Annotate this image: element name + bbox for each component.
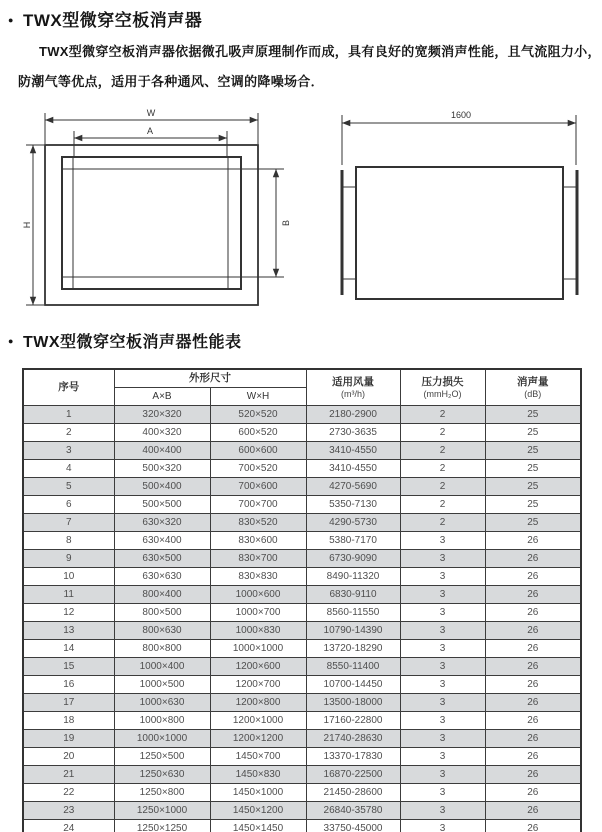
table-cell: 8	[23, 532, 114, 550]
table-cell: 500×500	[114, 496, 210, 514]
table-cell: 14	[23, 640, 114, 658]
table-cell: 630×500	[114, 550, 210, 568]
table-cell: 21	[23, 766, 114, 784]
table-cell: 1000×400	[114, 658, 210, 676]
table-cell: 3	[400, 550, 485, 568]
col-header-noise	[485, 369, 581, 406]
table-row	[23, 514, 581, 532]
table-cell: 12	[23, 604, 114, 622]
col-header-wxh: W×H	[210, 388, 306, 406]
table-row	[23, 496, 581, 514]
table-cell: 3	[400, 748, 485, 766]
table-row	[23, 676, 581, 694]
table-cell: 600×520	[210, 424, 306, 442]
table-row	[23, 532, 581, 550]
table-cell: 1450×700	[210, 748, 306, 766]
table-cell: 2	[400, 460, 485, 478]
table-row	[23, 586, 581, 604]
table-cell: 1	[23, 406, 114, 424]
table-cell: 26	[485, 568, 581, 586]
table-cell: 3	[400, 802, 485, 820]
product-title: TWX型微穿空板消声器	[22, 11, 203, 30]
table-cell: 1250×500	[114, 748, 210, 766]
inner-frame-rect	[62, 157, 241, 289]
table-cell: 3	[400, 568, 485, 586]
table-cell: 2730-3635	[306, 424, 400, 442]
table-cell: 1000×600	[210, 586, 306, 604]
table-cell: 800×500	[114, 604, 210, 622]
table-cell: 10	[23, 568, 114, 586]
bullet-icon: ●	[8, 336, 14, 346]
table-cell: 26	[485, 640, 581, 658]
col-header-dims: 外形尺寸	[114, 369, 306, 388]
table-cell: 2	[400, 406, 485, 424]
table-cell: 17160-22800	[306, 712, 400, 730]
table-cell: 3	[400, 784, 485, 802]
table-cell: 25	[485, 460, 581, 478]
col-header-airflow-label: 适用风量	[332, 375, 374, 388]
table-cell: 3	[400, 622, 485, 640]
table-row	[23, 730, 581, 748]
intro-line-1: TWX型微穿空板消声器依据微孔吸声原理制作而成，具有良好的宽频消声性能，且气流阻力小，	[39, 44, 601, 59]
table-cell: 800×800	[114, 640, 210, 658]
table-cell: 17	[23, 694, 114, 712]
section-title-performance	[0, 329, 602, 352]
table-cell: 16	[23, 676, 114, 694]
performance-title: TWX型微穿空板消声器性能表	[22, 334, 242, 351]
performance-table-body	[23, 406, 581, 832]
table-cell: 2180-2900	[306, 406, 400, 424]
table-cell: 1200×800	[210, 694, 306, 712]
table-cell: 26	[485, 820, 581, 832]
table-cell: 3	[400, 730, 485, 748]
table-cell: 400×400	[114, 442, 210, 460]
table-cell: 5	[23, 478, 114, 496]
dim-label-a: A	[146, 126, 154, 136]
table-cell: 21740-28630	[306, 730, 400, 748]
table-cell: 4	[23, 460, 114, 478]
intro-paragraph	[18, 37, 602, 97]
table-cell: 1200×1200	[210, 730, 306, 748]
table-cell: 25	[485, 496, 581, 514]
table-cell: 20	[23, 748, 114, 766]
table-cell: 4290-5730	[306, 514, 400, 532]
table-cell: 630×400	[114, 532, 210, 550]
col-header-pressure-unit: (mmH₂O)	[423, 388, 462, 399]
table-cell: 19	[23, 730, 114, 748]
table-cell: 26	[485, 694, 581, 712]
table-row	[23, 442, 581, 460]
table-cell: 26	[485, 748, 581, 766]
table-cell: 500×320	[114, 460, 210, 478]
table-cell: 13720-18290	[306, 640, 400, 658]
table-cell: 24	[23, 820, 114, 832]
table-cell: 26	[485, 784, 581, 802]
table-cell: 26	[485, 712, 581, 730]
table-cell: 9	[23, 550, 114, 568]
table-cell: 830×520	[210, 514, 306, 532]
table-row	[23, 478, 581, 496]
table-cell: 25	[485, 478, 581, 496]
table-row	[23, 550, 581, 568]
table-cell: 3410-4550	[306, 442, 400, 460]
table-cell: 25	[485, 442, 581, 460]
table-cell: 26840-35780	[306, 802, 400, 820]
table-cell: 2	[400, 424, 485, 442]
dim-label-h: H	[22, 221, 32, 229]
table-cell: 18	[23, 712, 114, 730]
table-row	[23, 460, 581, 478]
table-cell: 1200×600	[210, 658, 306, 676]
table-cell: 830×600	[210, 532, 306, 550]
table-cell: 800×400	[114, 586, 210, 604]
table-cell: 1250×630	[114, 766, 210, 784]
table-cell: 26	[485, 550, 581, 568]
table-cell: 3	[400, 820, 485, 832]
table-cell: 3	[400, 694, 485, 712]
table-row	[23, 748, 581, 766]
table-cell: 25	[485, 424, 581, 442]
table-cell: 26	[485, 658, 581, 676]
table-cell: 7	[23, 514, 114, 532]
table-row	[23, 784, 581, 802]
section-title-product	[0, 0, 602, 31]
table-cell: 26	[485, 532, 581, 550]
table-cell: 3	[400, 712, 485, 730]
table-row	[23, 766, 581, 784]
silencer-body-rect	[356, 167, 563, 299]
table-cell: 3	[400, 658, 485, 676]
table-cell: 1000×1000	[210, 640, 306, 658]
dim-label-b: B	[281, 219, 291, 227]
table-cell: 26	[485, 586, 581, 604]
table-cell: 630×320	[114, 514, 210, 532]
table-cell: 1250×1250	[114, 820, 210, 832]
col-header-noise-label: 消声量	[517, 375, 549, 388]
table-row	[23, 406, 581, 424]
table-cell: 700×600	[210, 478, 306, 496]
table-cell: 2	[400, 514, 485, 532]
dim-label-length: 1600	[450, 110, 472, 120]
table-cell: 1450×830	[210, 766, 306, 784]
table-cell: 26	[485, 802, 581, 820]
table-cell: 13500-18000	[306, 694, 400, 712]
table-cell: 800×630	[114, 622, 210, 640]
table-cell: 1000×830	[210, 622, 306, 640]
table-cell: 25	[485, 406, 581, 424]
table-cell: 630×630	[114, 568, 210, 586]
col-header-seq: 序号	[23, 369, 114, 406]
table-row	[23, 622, 581, 640]
table-cell: 3	[400, 586, 485, 604]
performance-table-head	[23, 369, 581, 406]
col-header-pressure	[400, 369, 485, 406]
side-view-drawing	[330, 107, 602, 319]
table-cell: 700×700	[210, 496, 306, 514]
col-header-airflow	[306, 369, 400, 406]
bullet-icon: ●	[8, 15, 14, 25]
technical-drawings	[0, 107, 602, 319]
table-cell: 8550-11400	[306, 658, 400, 676]
col-header-axb: A×B	[114, 388, 210, 406]
table-cell: 6	[23, 496, 114, 514]
table-cell: 500×400	[114, 478, 210, 496]
table-cell: 2	[23, 424, 114, 442]
intro-line-2: 防潮气等优点，适用于各种通风、空调的降噪场合．	[18, 74, 324, 89]
dim-label-w: W	[146, 108, 156, 118]
table-cell: 2	[400, 442, 485, 460]
table-row	[23, 640, 581, 658]
table-cell: 6730-9090	[306, 550, 400, 568]
table-cell: 26	[485, 730, 581, 748]
table-cell: 700×520	[210, 460, 306, 478]
table-cell: 1000×500	[114, 676, 210, 694]
col-header-noise-unit: (dB)	[524, 388, 542, 399]
table-cell: 1250×1000	[114, 802, 210, 820]
table-row	[23, 604, 581, 622]
table-cell: 33750-45000	[306, 820, 400, 832]
table-cell: 600×600	[210, 442, 306, 460]
table-cell: 1450×1000	[210, 784, 306, 802]
table-cell: 1450×1450	[210, 820, 306, 832]
table-cell: 4270-5690	[306, 478, 400, 496]
table-cell: 1200×1000	[210, 712, 306, 730]
table-cell: 6830-9110	[306, 586, 400, 604]
table-cell: 16870-22500	[306, 766, 400, 784]
table-row	[23, 658, 581, 676]
front-view-drawing	[20, 107, 310, 319]
table-cell: 25	[485, 514, 581, 532]
performance-table	[22, 368, 582, 832]
table-row	[23, 694, 581, 712]
table-cell: 1000×700	[210, 604, 306, 622]
table-cell: 15	[23, 658, 114, 676]
table-cell: 520×520	[210, 406, 306, 424]
table-cell: 10790-14390	[306, 622, 400, 640]
table-cell: 1450×1200	[210, 802, 306, 820]
table-cell: 13	[23, 622, 114, 640]
table-cell: 3	[400, 532, 485, 550]
table-cell: 1250×800	[114, 784, 210, 802]
table-cell: 2	[400, 496, 485, 514]
table-cell: 3	[400, 604, 485, 622]
table-cell: 26	[485, 676, 581, 694]
table-cell: 21450-28600	[306, 784, 400, 802]
table-cell: 1000×1000	[114, 730, 210, 748]
table-cell: 400×320	[114, 424, 210, 442]
table-row	[23, 424, 581, 442]
table-row	[23, 802, 581, 820]
table-cell: 3	[400, 766, 485, 784]
col-header-pressure-label: 压力损失	[421, 375, 464, 388]
table-cell: 8490-11320	[306, 568, 400, 586]
table-cell: 1000×800	[114, 712, 210, 730]
table-row	[23, 568, 581, 586]
table-cell: 26	[485, 604, 581, 622]
table-cell: 1200×700	[210, 676, 306, 694]
table-cell: 3	[23, 442, 114, 460]
table-cell: 830×700	[210, 550, 306, 568]
table-cell: 320×320	[114, 406, 210, 424]
table-cell: 830×830	[210, 568, 306, 586]
table-cell: 3410-4550	[306, 460, 400, 478]
table-cell: 23	[23, 802, 114, 820]
table-row	[23, 820, 581, 832]
table-cell: 11	[23, 586, 114, 604]
table-cell: 8560-11550	[306, 604, 400, 622]
table-cell: 1000×630	[114, 694, 210, 712]
table-row	[23, 712, 581, 730]
table-cell: 3	[400, 676, 485, 694]
table-cell: 22	[23, 784, 114, 802]
table-cell: 3	[400, 640, 485, 658]
table-cell: 5380-7170	[306, 532, 400, 550]
table-cell: 26	[485, 622, 581, 640]
table-cell: 5350-7130	[306, 496, 400, 514]
table-cell: 26	[485, 766, 581, 784]
table-cell: 10700-14450	[306, 676, 400, 694]
table-cell: 2	[400, 478, 485, 496]
col-header-airflow-unit: (m³/h)	[341, 388, 365, 399]
table-cell: 13370-17830	[306, 748, 400, 766]
